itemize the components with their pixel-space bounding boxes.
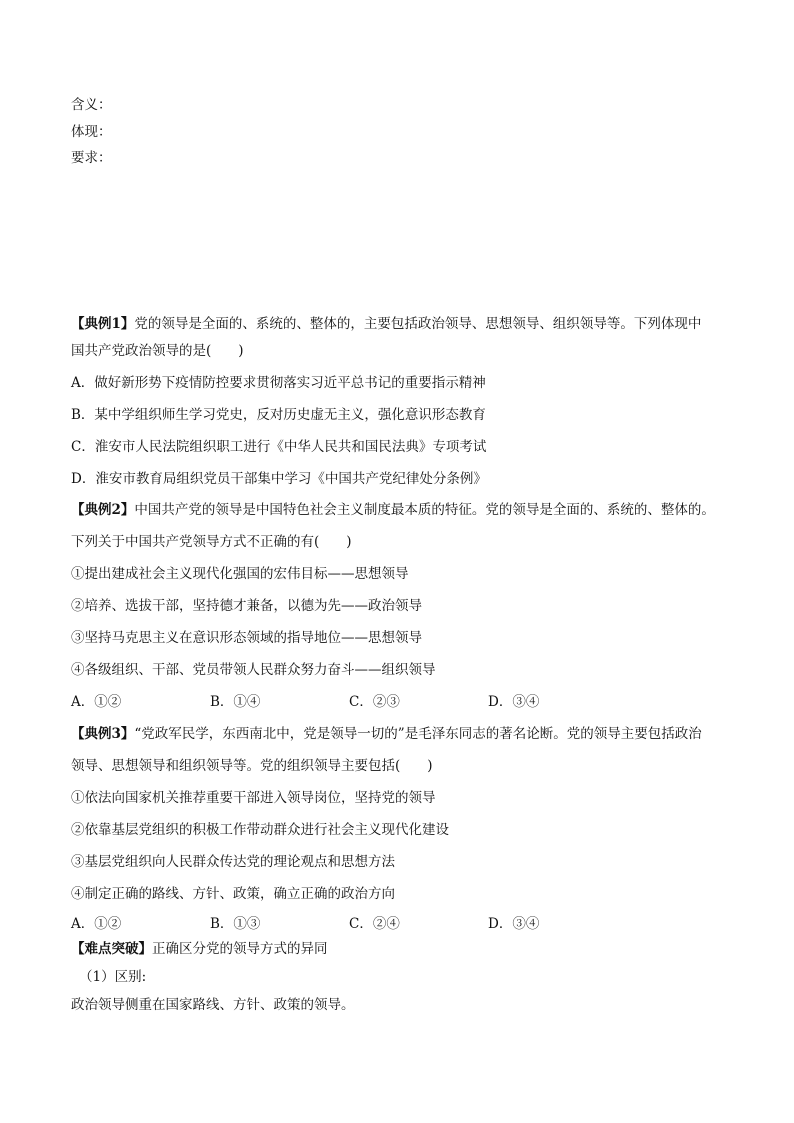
example2-choices bbox=[71, 693, 539, 711]
example2-item-2: ②培养、选拔干部，坚持德才兼备，以德为先——政治领导 bbox=[71, 598, 422, 614]
field-requirement: 要求： bbox=[71, 150, 112, 166]
example1-stem-line1: 【典例1】党的领导是全面的、系统的、整体的，主要包括政治领导、思想领导、组织领导等。下列体现中 bbox=[71, 316, 702, 332]
example1-stem-line2: 国共产党政治领导的是( ) bbox=[71, 343, 244, 359]
example3-item-4: ④制定正确的路线、方针、政策，确立正确的政治方向 bbox=[71, 886, 395, 902]
difficulty-heading bbox=[71, 940, 328, 958]
example2-choice-a: A．①② bbox=[71, 694, 122, 710]
example2-choice-d: D．③④ bbox=[488, 694, 540, 710]
example1-option-b: B．某中学组织师生学习党史，反对历史虚无主义，强化意识形态教育 bbox=[71, 407, 486, 423]
example1-option-c: C．淮安市人民法院组织职工进行《中华人民共和国民法典》专项考试 bbox=[71, 439, 487, 455]
example3-item-2: ②依靠基层党组织的积极工作带动群众进行社会主义现代化建设 bbox=[71, 822, 449, 838]
example3-choice-b: B．①③ bbox=[210, 916, 261, 932]
example3-stem-line2: 领导、思想领导和组织领导等。党的组织领导主要包括( ) bbox=[71, 758, 433, 774]
example2-tag: 【典例2】 bbox=[71, 502, 135, 518]
example1-option-d: D．淮安市教育局组织党员干部集中学习《中国共产党纪律处分条例》 bbox=[71, 471, 487, 487]
example3-item-3: ③基层党组织向人民群众传达党的理论观点和思想方法 bbox=[71, 854, 395, 870]
example1-tag: 【典例1】 bbox=[71, 316, 135, 332]
example3-tag: 【典例3】 bbox=[71, 726, 135, 742]
field-meaning: 含义： bbox=[71, 97, 112, 113]
example3-choices bbox=[71, 915, 539, 933]
difficulty-text: 政治领导侧重在国家路线、方针、政策的领导。 bbox=[71, 997, 355, 1013]
example1-option-a: A．做好新形势下疫情防控要求贯彻落实习近平总书记的重要指示精神 bbox=[71, 375, 486, 391]
example2-choice-b: B．①④ bbox=[210, 694, 261, 710]
difficulty-title: 正确区分党的领导方式的异同 bbox=[152, 941, 328, 957]
example2-choice-c: C．②③ bbox=[349, 694, 400, 710]
example3-choice-a: A．①② bbox=[71, 916, 122, 932]
difficulty-tag: 【难点突破】 bbox=[71, 941, 152, 957]
field-embodiment: 体现： bbox=[71, 124, 112, 140]
example2-item-4: ④各级组织、干部、党员带领人民群众努力奋斗——组织领导 bbox=[71, 662, 436, 678]
example3-stem-line1: 【典例3】“党政军民学，东西南北中，党是领导一切的”是毛泽东同志的著名论断。党的领导主要包括政治 bbox=[71, 726, 702, 742]
example3-choice-c: C．②④ bbox=[349, 916, 400, 932]
example3-choice-d: D．③④ bbox=[488, 916, 540, 932]
example3-item-1: ①依法向国家机关推荐重要干部进入领导岗位，坚持党的领导 bbox=[71, 790, 436, 806]
example2-stem-line1: 【典例2】中国共产党的领导是中国特色社会主义制度最本质的特征。党的领导是全面的、系统的、整体的。 bbox=[71, 502, 715, 518]
difficulty-subheading: （1）区别: bbox=[79, 969, 147, 985]
example2-item-3: ③坚持马克思主义在意识形态领域的指导地位——思想领导 bbox=[71, 630, 422, 646]
example2-stem-line2: 下列关于中国共产党领导方式不正确的有( ) bbox=[71, 534, 352, 550]
example2-item-1: ①提出建成社会主义现代化强国的宏伟目标——思想领导 bbox=[71, 566, 409, 582]
